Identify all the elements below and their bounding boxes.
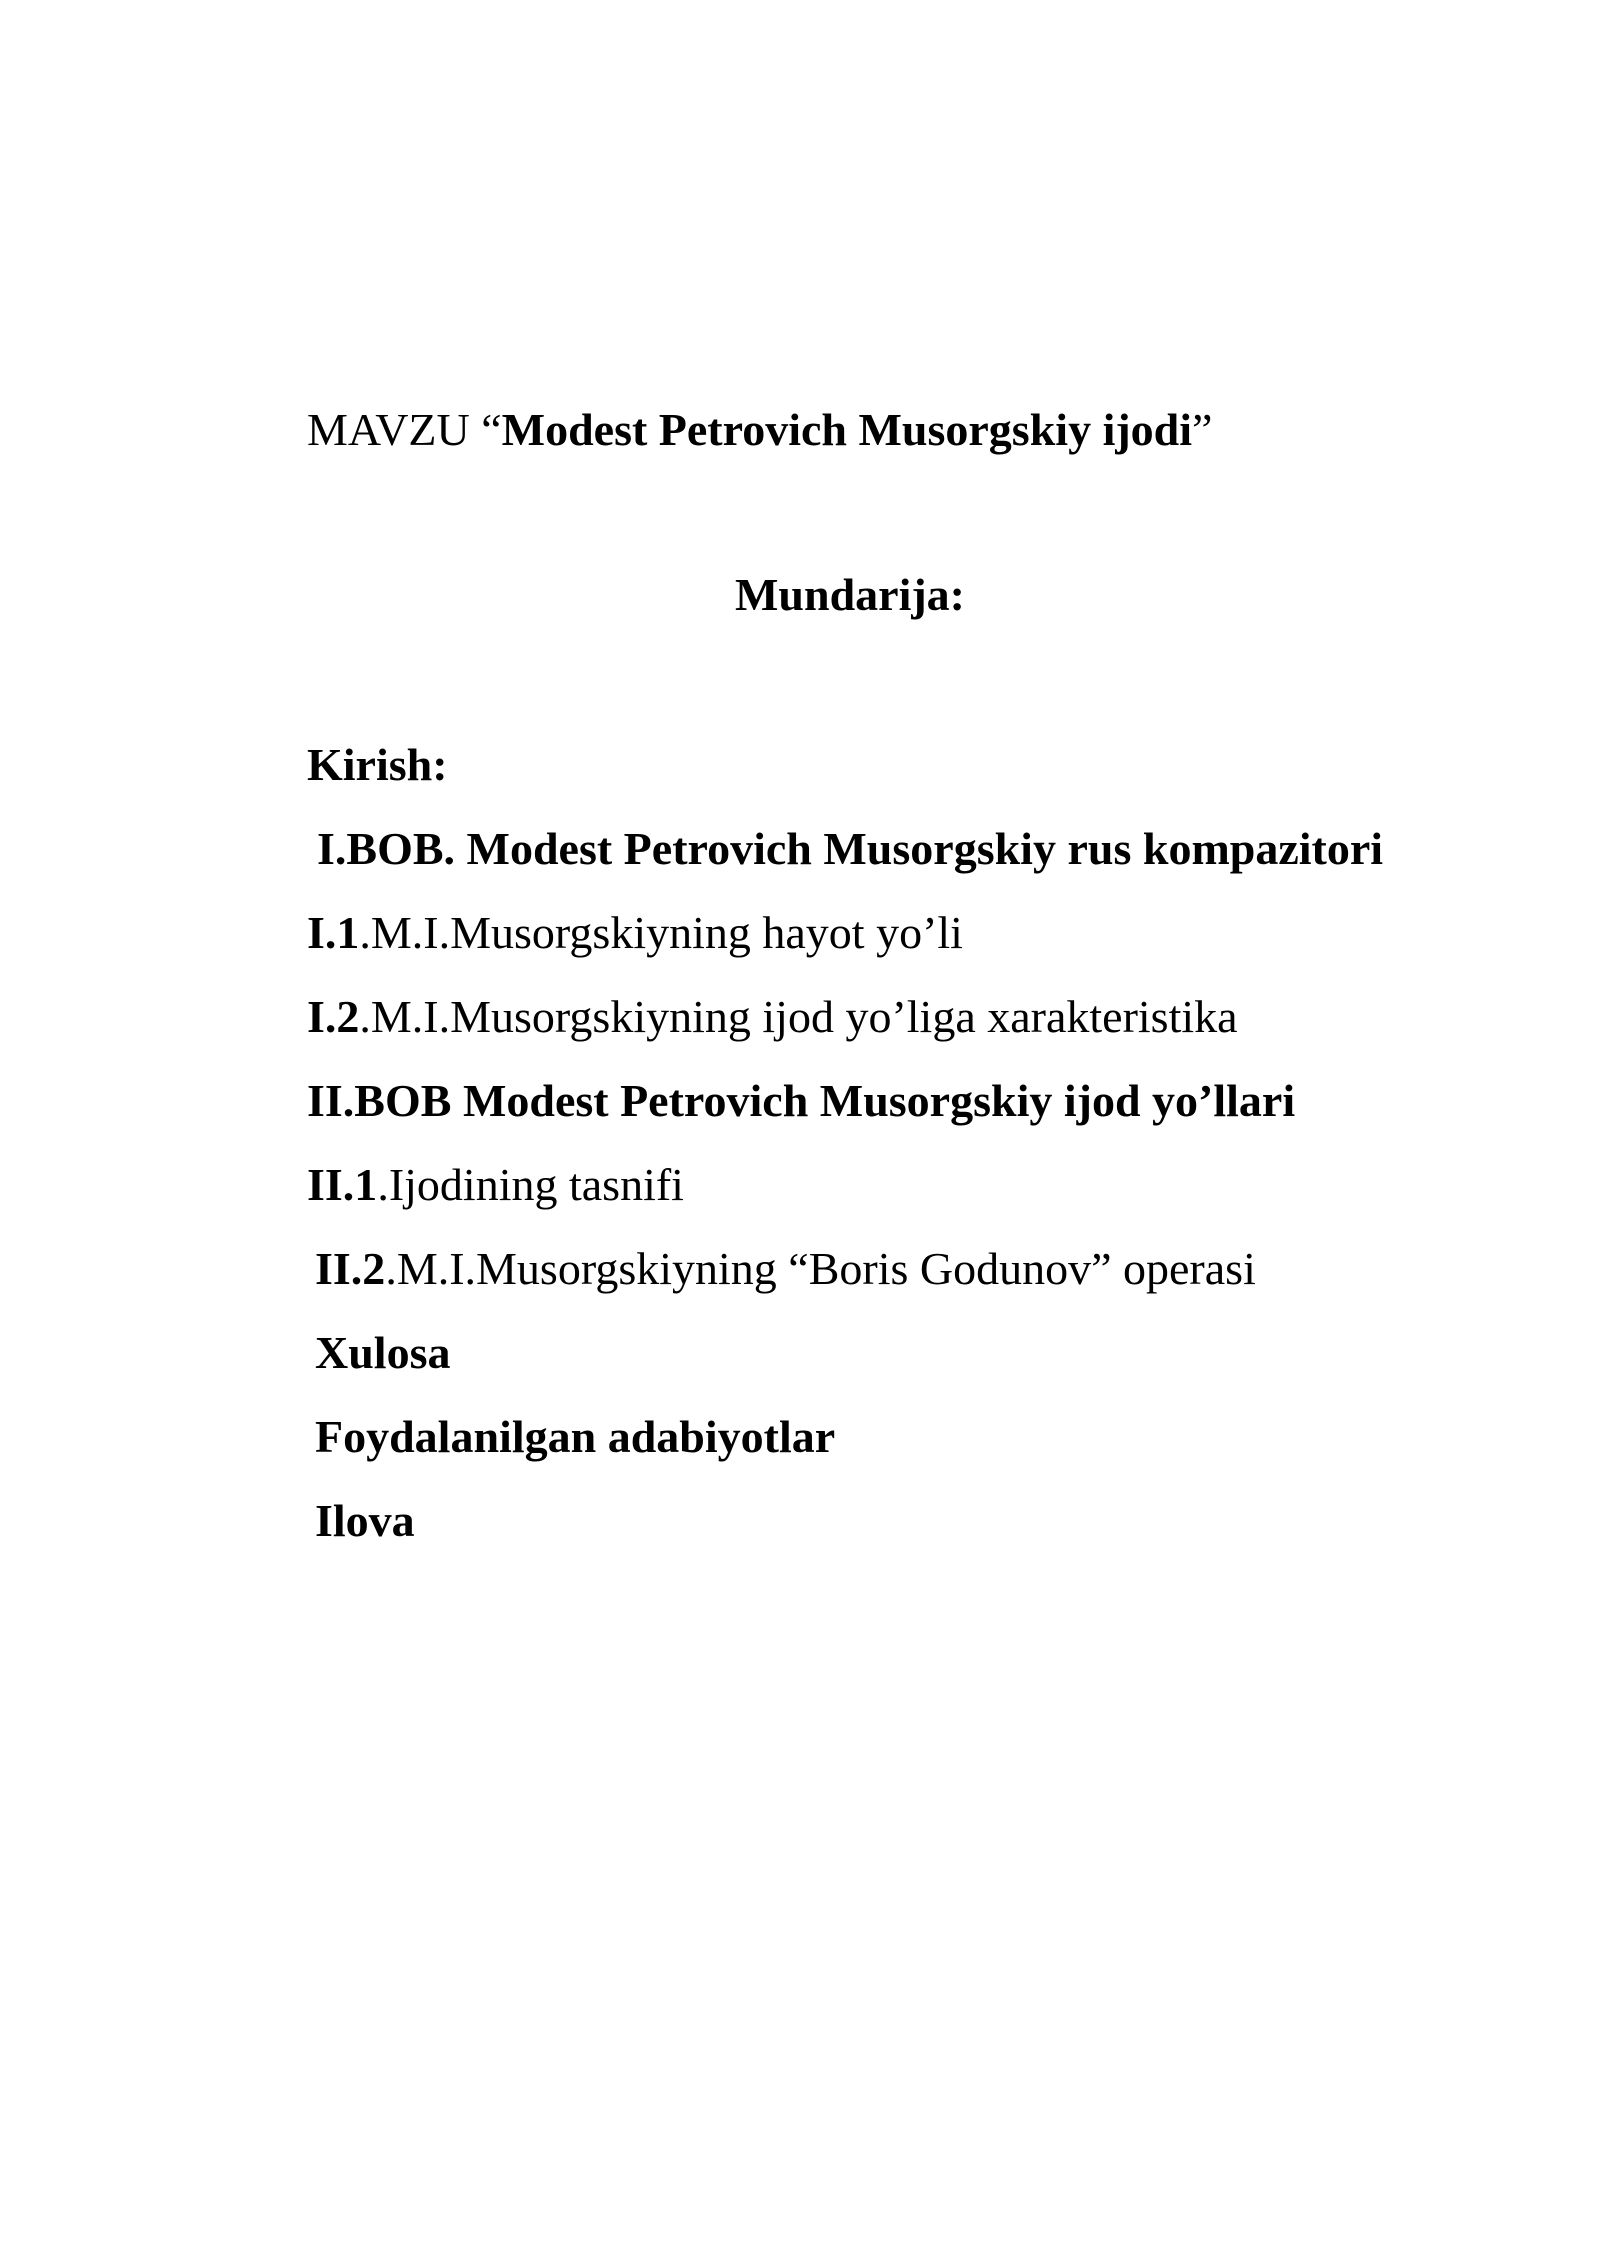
toc-item-label: II.1 (307, 1159, 378, 1210)
toc-item-appendix (315, 1491, 415, 1551)
topic-prefix: MAVZU “ (307, 404, 502, 455)
toc-item-section-1-1 (307, 903, 963, 963)
topic-suffix: ” (1192, 404, 1213, 455)
toc-item-section-2-1 (307, 1155, 684, 1215)
toc-item-text: .Ijodining tasnifi (377, 1159, 684, 1210)
document-topic (307, 400, 1212, 460)
toc-item-text: .M.I.Musorgskiyning “Boris Godunov” operasi (385, 1243, 1256, 1294)
toc-item-label: II.2 (315, 1243, 386, 1294)
toc-item-label: II.BOB Modest Petrovich Musorgskiy ijod yo’llari (307, 1075, 1296, 1126)
toc-item-label: Xulosa (315, 1327, 451, 1378)
contents-heading: Mundarija: (735, 569, 965, 620)
toc-item-label: I.2 (307, 991, 360, 1042)
toc-item-intro (307, 735, 448, 795)
toc-item-section-2-2 (315, 1239, 1256, 1299)
toc-item-references (315, 1407, 835, 1467)
toc-item-section-1-2 (307, 987, 1238, 1047)
toc-item-label: I.BOB. Modest Petrovich Musorgskiy rus kompazitori (317, 823, 1384, 874)
toc-item-label: Ilova (315, 1495, 415, 1546)
toc-item-conclusion (315, 1323, 450, 1383)
toc-item-label: I.1 (307, 907, 360, 958)
toc-item-text: .M.I.Musorgskiyning hayot yo’li (359, 907, 963, 958)
toc-item-label: Foydalanilgan adabiyotlar (315, 1411, 836, 1462)
toc-item-chapter-1 (317, 819, 1383, 879)
toc-item-label: Kirish: (307, 739, 448, 790)
toc-item-text: .M.I.Musorgskiyning ijod yo’liga xarakteristika (359, 991, 1238, 1042)
toc-item-chapter-2 (307, 1071, 1295, 1131)
topic-title: Modest Petrovich Musorgskiy ijodi (501, 404, 1193, 455)
